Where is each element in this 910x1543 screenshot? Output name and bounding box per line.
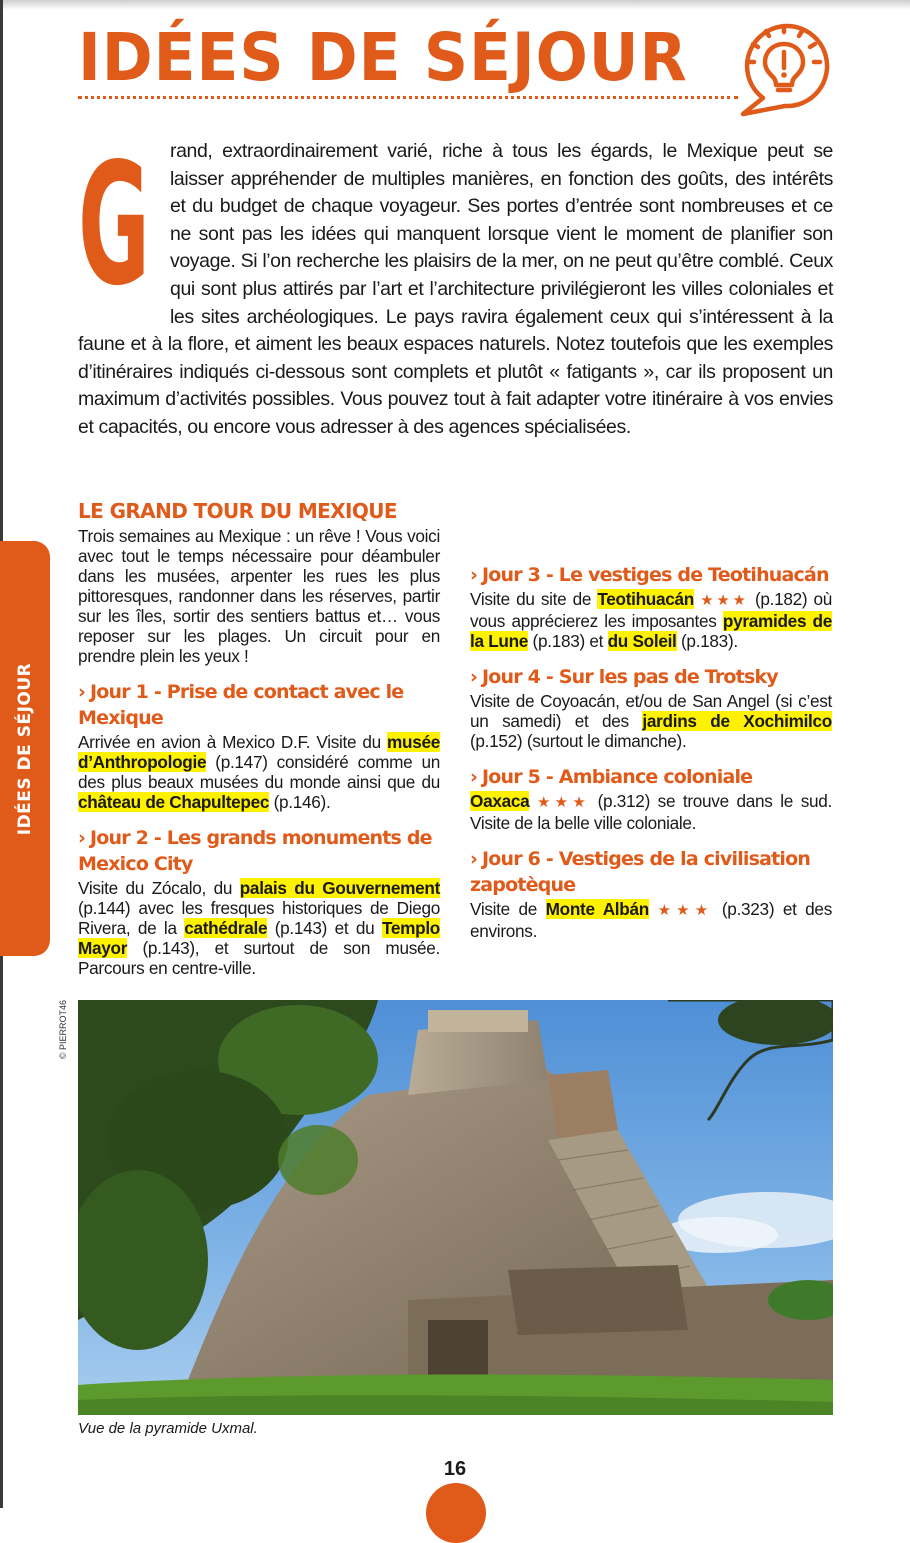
- highlight-place: musée d’Anthropologie: [78, 732, 440, 772]
- highlight-place: cathédrale: [184, 918, 268, 938]
- photo-credit: © PIERROT46: [58, 1000, 68, 1060]
- day-3-title: › Jour 3 - Le vestiges de Teotihuacán: [470, 564, 829, 586]
- page-title: IDÉES DE SÉJOUR: [78, 19, 688, 96]
- day-5-title: › Jour 5 - Ambiance coloniale: [470, 766, 753, 788]
- day-2-title: › Jour 2 - Les grands monuments de Mexico City: [78, 827, 432, 875]
- chevron-right-icon: ›: [470, 848, 478, 870]
- intro-text: rand, extraordinairement varié, riche à tous les égards, le Mexique peut se laisser appréhender de multiples manières, en fonction des goûts, des intérêts et du budget de chaque voyageur. Ses portes d’entrée sont nombreuses et ce ne sont pas les idées qui manquent lorsque vient le moment de planifier son voyage. Si l’on recherche les plaisirs de la mer, on ne peut qu’être comblé. Ceux qui sont plus attirés par l’art et l’architecture privilégieront les villes coloniales et les sites archéologiques. Le pays ravira également ceux qui s’intéressent à la faune et à la flore, et aiment les beaux espaces naturels. Notez toutefois que les exemples d’itinéraires indiqués ci-dessous sont complets et plutôt « fatigants », car ils proposent un maximum d’activités possibles. Vous pouvez tout à fait adapter votre itinéraire à vos envies et capacités, ou encore vous adresser à des agences spécialisées.: [78, 140, 833, 438]
- itinerary-column-left: [78, 498, 440, 978]
- page-top-shadow: [0, 0, 910, 10]
- day-4-title: › Jour 4 - Sur les pas de Trotsky: [470, 666, 778, 688]
- itinerary-title: LE GRAND TOUR DU MEXIQUE: [78, 499, 397, 523]
- highlight-place: pyramides de la Lune: [470, 611, 832, 651]
- day-5-text: Oaxaca ★★★ (p.312) se trouve dans le sud. Visite de la belle ville coloniale.: [470, 791, 832, 833]
- day-6-title: › Jour 6 - Vestiges de la civilisation zapotèque: [470, 848, 811, 896]
- chevron-right-icon: ›: [470, 666, 478, 688]
- highlight-place: jardins de Xochimilco: [642, 711, 832, 731]
- highlight-place: palais du Gouvernement: [239, 878, 441, 898]
- itinerary-intro: Trois semaines au Mexique : un rêve ! Vous voici avec tout le temps nécessaire pour déambuler dans les musées, arpenter les rues les plus pittoresques, randonner dans les réserves, partir sur les îles, sortir des sentiers battus et… vous reposer sur les plages. Un circuit pour en prendre plein les yeux !: [78, 526, 440, 666]
- side-tab-label: IDÉES DE SÉJOUR: [15, 662, 35, 836]
- chevron-right-icon: ›: [78, 827, 86, 849]
- star-rating-icon: ★★★: [537, 794, 590, 811]
- page-number-tab: [426, 1483, 486, 1543]
- uxmal-pyramid-photo: [78, 1000, 833, 1415]
- highlight-place: Templo Mayor: [78, 918, 440, 958]
- chevron-right-icon: ›: [78, 681, 86, 703]
- star-rating-icon: ★★★: [700, 592, 749, 609]
- intro-paragraph: [78, 128, 833, 442]
- section-side-tab: [0, 541, 50, 956]
- day-3-text: Visite du site de Teotihuacán ★★★ (p.182) où vous apprécierez les imposantes pyramides de la Lune (p.183) et du Soleil (p.183).: [470, 589, 833, 651]
- day-4-text: Visite de Coyoacán, et/ou de San Angel (si c’est un samedi) et des jardins de Xochimilco (p.152) (surtout le dimanche).: [470, 691, 832, 751]
- chevron-right-icon: ›: [470, 766, 478, 788]
- highlight-place: Oaxaca: [470, 791, 530, 811]
- title-dotted-rule: [78, 96, 738, 99]
- itinerary-column-right: [470, 548, 832, 941]
- day-1-text: Arrivée en avion à Mexico D.F. Visite du musée d’Anthropologie (p.147) considéré comme un des plus beaux musées du monde ainsi que du château de Chapultepec (p.146).: [78, 732, 440, 812]
- day-6-text: Visite de Monte Albán ★★★ (p.323) et des environs.: [470, 899, 832, 941]
- lightbulb-speech-bubble-icon: [733, 14, 835, 120]
- chevron-right-icon: ›: [470, 564, 478, 586]
- highlight-place: château de Chapultepec: [78, 792, 270, 812]
- day-1-title: › Jour 1 - Prise de contact avec le Mexique: [78, 681, 404, 729]
- star-rating-icon: ★★★: [657, 902, 714, 919]
- highlight-place: Monte Albán: [545, 899, 649, 919]
- photo-caption: Vue de la pyramide Uxmal.: [78, 1420, 258, 1437]
- highlight-place: Teotihuacán: [597, 589, 694, 609]
- drop-cap: G: [78, 128, 150, 324]
- day-2-text: Visite du Zócalo, du palais du Gouvernement (p.144) avec les fresques historiques de Diego Rivera, de la cathédrale (p.143) et du Templo Mayor (p.143), et surtout de son musée. Parcours en centre-ville.: [78, 878, 441, 978]
- pyramid-illustration: [78, 1000, 833, 1415]
- page-number: 16: [443, 1458, 467, 1480]
- highlight-place: du Soleil: [607, 631, 677, 651]
